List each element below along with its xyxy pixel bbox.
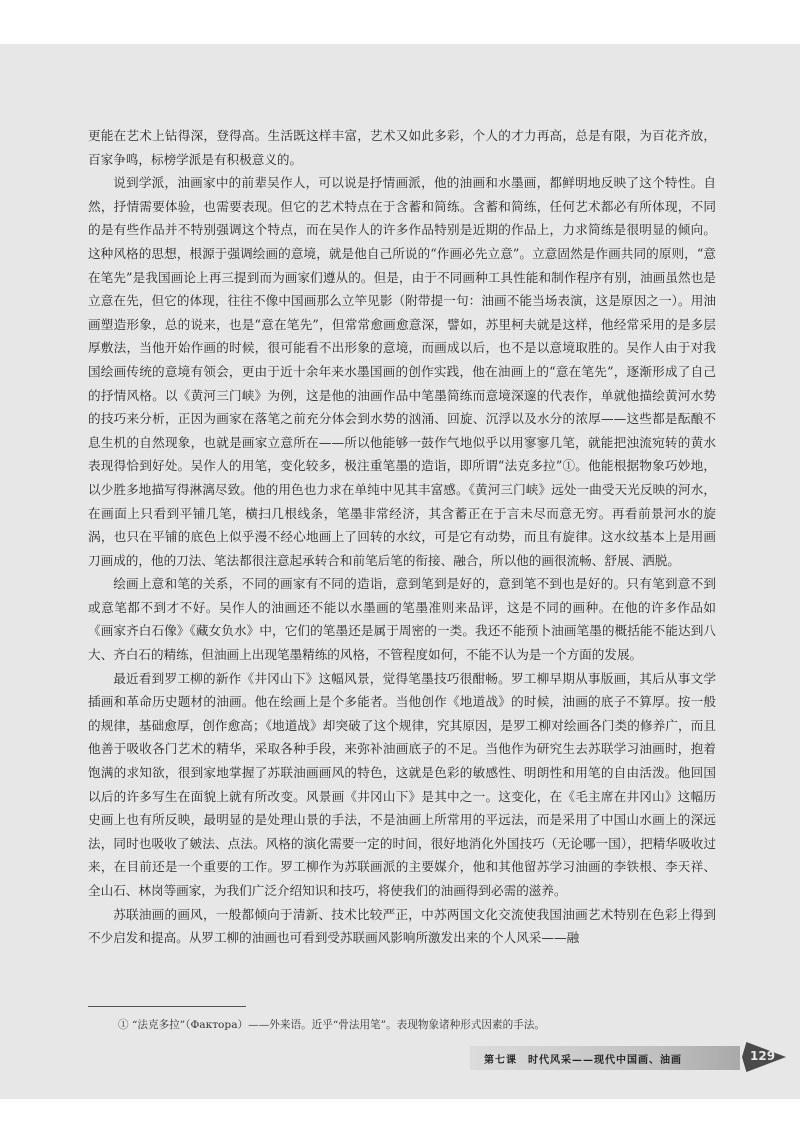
- chapter-title: 第七课 时代风采——现代中国画、油画: [484, 1055, 682, 1066]
- paragraph-1: 更能在艺术上钻得深，登得高。生活既这样丰富，艺术又如此多彩，个人的才力再高，总是有限，为百花齐放，百家争鸣，标榜学派是有积极意义的。: [88, 128, 716, 167]
- paragraph-5: 苏联油画的画风，一般都倾向于清新、技术比较严正，中苏两国文化交流使我国油画艺术特别在色彩上得到不少启发和提高。从罗工柳的油画也可看到受苏联画风影响所激发出来的个人风采——融: [88, 906, 716, 946]
- page-number: 129: [750, 1049, 776, 1063]
- footnote: ① “法克多拉”（Фактора）——外来语。近乎“骨法用笔”。表现物象诸种形式因素的手法。: [118, 1019, 545, 1031]
- document-page: [0, 44, 800, 1099]
- paragraph-3: 绘画上意和笔的关系，不同的画家有不同的造诣，意到笔到是好的，意到笔不到也是好的。只有笔到意不到或意笔都不到才不好。吴作人的油画还不能以水墨画的笔墨准则来品评，这是不同的画种。在他的许多作品如《画家齐白石像》《藏女负水》中，它们的笔墨还是属于周密的一类。我还不能预卜油画笔墨的概括能不能达到八大、齐白石的精练，但油画上出现笔墨精练的风格，不管程度如何，不能不认为是一个方面的发展。: [88, 576, 716, 663]
- paragraph-4: 最近看到罗工柳的新作《井冈山下》这幅风景，觉得笔墨技巧很酣畅。罗工柳早期从事版画，其后从事文学插画和革命历史题材的油画。他在绘画上是个多能者。当他创作《地道战》的时候，油画的底子不算厚。按一般的规律，基础愈厚，创作愈高；《地道战》却突破了这个规律，究其原因，是罗工柳对绘画各门类的修养广，而且他善于吸收各门艺术的精华，采取各种手段，来弥补油画底子的不足。当他作为研究生去苏联学习油画时，抱着饱满的求知欲，很到家地掌握了苏联油画画风的特色，这就是色彩的敏感性、明朗性和用笔的自由活泼。他回国以后的许多写生在面貌上就有所改变。风景画《井冈山下》是其中之一。这变化，在《毛主席在井冈山》这幅历史画上也有所反映，最明显的是处理山景的手法，不是油画上所常用的平远法，而是采用了中国山水画上的深远法，同时也吸收了皴法、点法。风格的演化需要一定的时间，很好地消化外国技巧（无论哪一国），把精华吸收过来，在目前还是一个重要的工作。罗工柳作为苏联画派的主要媒介，他和其他留苏学习油画的李铁根、李天祥、全山石、林岗等画家，为我们广泛介绍知识和技巧，将使我们的油画得到必需的滋养。: [88, 670, 716, 898]
- paragraph-2: 说到学派，油画家中的前辈吴作人，可以说是抒情画派，他的油画和水墨画，都鲜明地反映了这个特性。自然，抒情需要体验，也需要表现。但它的艺术特点在于含蓄和简练。含蓄和简练，任何艺术都必有所体现，不同的是有些作品并不特别强调这个特点，而在吴作人的许多作品特别是近期的作品上，力求简练是很明显的倾向。这种风格的思想，根源于强调绘画的意境，就是他自己所说的“作画必先立意”。立意固然是作画共同的原则，“意在笔先”是我国画论上再三提到而为画家们遵从的。但是，由于不同画种工具性能和制作程序有别，油画虽然也是立意在先，但它的体现，往往不像中国画那么立竿见影（附带提一句：油画不能当场表演，这是原因之一）。用油画塑造形象，总的说来，也是“意在笔先”，但常常愈画愈意深，譬如，苏里柯夫就是这样，他经常采用的是多层厚敷法，当他开始作画的时候，很可能看不出形象的意境，而画成以后，也不是以意境取胜的。吴作人由于对我国绘画传统的意境有领会，更由于近十余年来水墨国画的创作实践，他在油画上的“意在笔先”，逐渐形成了自己的抒情风格。以《黄河三门峡》为例，这是他的油画作品中笔墨简练而意境深邃的代表作，单就他描绘黄河水势的技巧来分析，正因为画家在落笔之前充分体会到水势的汹涌、回旋、沉浮以及水分的浓厚——这些都是酝酿不息生机的自然现象，也就是画家立意所在——所以他能够一鼓作气地似乎以用寥寥几笔，就能把浊流宛转的黄水表现得恰到好处。吴作人的用笔，变化较多，极注重笔墨的造诣，即所谓“法克多拉”①。他能根据物象巧妙地，以少胜多地描写得淋漓尽致。他的用色也力求在单纯中见其丰富感。《黄河三门峡》远处一曲受天光反映的河水，在画面上只看到平铺几笔，横扫几根线条，笔墨非常经济，其含蓄正在于言未尽而意无穷。再看前景河水的旋涡，也只在平铺的底色上似乎漫不经心地画上了回转的水纹，可是它有动势，而且有旋律。这水纹基本上是用画刀画成的，他的刀法、笔法都很注意起承转合和前笔后笔的衔接、融合，所以他的画很流畅、舒展、洒脱。: [88, 175, 716, 568]
- footnote-divider: [88, 1006, 246, 1007]
- page-footer: [470, 1042, 800, 1074]
- body-text: [88, 124, 716, 950]
